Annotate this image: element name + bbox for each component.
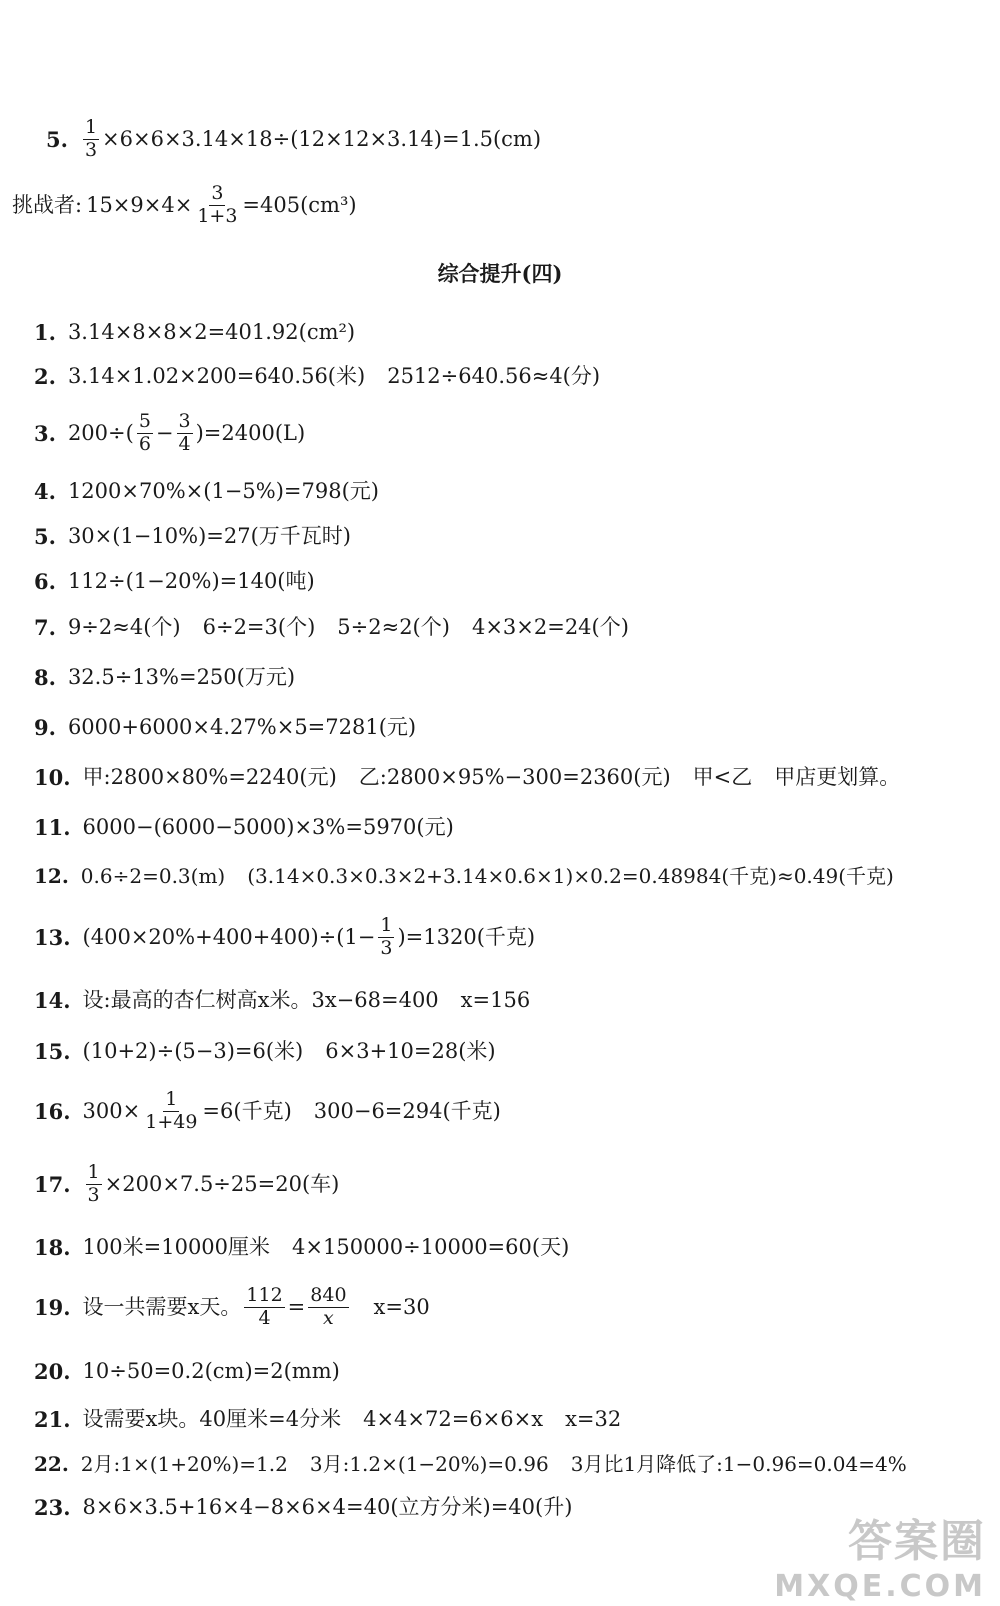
- item-23: [34, 1497, 572, 1518]
- item-19: [34, 1286, 430, 1329]
- item-number: 11.: [34, 815, 71, 840]
- expression: 3月:1.2×(1−20%)=0.96: [309, 1452, 549, 1476]
- expression: ×6×6×3.14×18÷(12×12×3.14)=1.5(cm): [102, 126, 542, 151]
- expression: 30×(1−10%)=27(万千瓦时): [67, 524, 351, 548]
- watermark: [774, 1505, 986, 1604]
- item-2: [34, 366, 600, 387]
- item-1: [34, 322, 355, 343]
- fraction: $\frac{3}{1+3}$: [197, 182, 238, 227]
- expression: 15×9×4×: [86, 192, 193, 217]
- item-number: 23.: [34, 1495, 71, 1520]
- expression: x=30: [373, 1294, 430, 1319]
- fraction: $\frac{1}{3}$: [380, 914, 393, 959]
- expression: 5÷2≈2(个): [337, 615, 450, 639]
- item-number: 15.: [34, 1039, 71, 1064]
- item-4: [34, 481, 379, 502]
- item-number: 14.: [34, 988, 71, 1013]
- item-number: 5.: [46, 126, 68, 152]
- fraction: $\frac{112}{4}$: [246, 1284, 283, 1329]
- expression: 200÷(: [67, 420, 134, 445]
- expression: ×200×7.5÷25=20(车): [104, 1171, 340, 1196]
- item-13: [34, 916, 535, 959]
- item-number: 7.: [34, 615, 56, 640]
- fraction: $\frac{3}{4}$: [178, 410, 191, 455]
- item-3: [34, 412, 305, 455]
- item-number: 8.: [34, 665, 56, 690]
- expression: 设一共需要x天。: [82, 1294, 242, 1319]
- expression: 甲店更划算。: [774, 765, 901, 789]
- item-number: 21.: [34, 1407, 71, 1432]
- item-7: [34, 617, 629, 638]
- fraction: $\frac{1}{3}$: [84, 116, 98, 161]
- expression: 甲<乙: [692, 765, 753, 789]
- item-21: [34, 1409, 621, 1430]
- problem-5-pre: [46, 118, 541, 161]
- expression: 300−6=294(千克): [313, 1098, 501, 1123]
- expression: 4×3×2=24(个): [471, 615, 629, 639]
- item-20: [34, 1361, 340, 1382]
- expression: 4×4×72=6×6×x: [363, 1407, 544, 1431]
- fraction: $\frac{840}{x}$: [310, 1284, 347, 1329]
- challenger-label: 挑战者:: [12, 192, 83, 217]
- item-number: 6.: [34, 569, 56, 594]
- expression: 设需要x块。40厘米=4分米: [82, 1407, 342, 1431]
- item-10: [34, 767, 900, 788]
- expression: 112÷(1−20%)=140(吨): [67, 569, 315, 593]
- expression: =405(cm³): [242, 192, 357, 217]
- item-number: 18.: [34, 1235, 71, 1260]
- item-number: 5.: [34, 524, 56, 549]
- section-heading: 综合提升(四): [437, 261, 563, 286]
- expression: 9÷2≈4(个): [67, 615, 181, 639]
- expression: 300×: [82, 1098, 141, 1123]
- fraction: $\frac{5}{6}$: [138, 410, 151, 455]
- expression: 设:最高的杏仁树高x米。3x−68=400: [82, 988, 439, 1012]
- expression: 100米=10000厘米: [82, 1235, 271, 1259]
- challenger-line: [12, 184, 357, 227]
- item-12: [34, 866, 894, 886]
- expression: x=32: [565, 1407, 622, 1431]
- expression: 10÷50=0.2(cm)=2(mm): [82, 1359, 340, 1383]
- item-number: 3.: [34, 420, 56, 446]
- fraction: $\frac{1}{1+49}$: [145, 1088, 198, 1133]
- item-22: [34, 1454, 907, 1474]
- item-number: 17.: [34, 1171, 71, 1197]
- expression: (10+2)÷(5−3)=6(米): [82, 1039, 304, 1063]
- item-number: 13.: [34, 924, 71, 950]
- item-number: 16.: [34, 1098, 71, 1124]
- item-9: [34, 717, 416, 738]
- expression: 4×150000÷10000=60(天): [292, 1235, 570, 1259]
- item-number: 1.: [34, 320, 56, 345]
- watermark-logo-text: 答案圈: [848, 1516, 986, 1567]
- item-15: [34, 1041, 496, 1062]
- expression: 32.5÷13%=250(万元): [67, 665, 296, 689]
- expression: (3.14×0.3×0.3×2+3.14×0.6×1)×0.2=0.48984(千克)≈0.49(千克): [247, 864, 894, 888]
- item-17: [34, 1163, 339, 1206]
- expression: )=2400(L): [195, 420, 306, 445]
- expression: x=156: [460, 988, 531, 1012]
- expression: 6000−(6000−5000)×3%=5970(元): [82, 815, 454, 839]
- expression: 3.14×1.02×200=640.56(米): [67, 364, 366, 388]
- item-6: [34, 571, 315, 592]
- watermark-url: MXQE.COM: [774, 1569, 986, 1604]
- item-5: [34, 526, 351, 547]
- expression: =6(千克): [202, 1098, 292, 1123]
- item-8: [34, 667, 295, 688]
- expression: 8×6×3.5+16×4−8×6×4=40(立方分米)=40(升): [82, 1495, 573, 1519]
- expression: (400×20%+400+400)÷(1−: [82, 924, 376, 949]
- expression: 3月比1月降低了:1−0.96=0.04=4%: [570, 1452, 907, 1476]
- expression: 2月:1×(1+20%)=1.2: [80, 1452, 288, 1476]
- expression: )=1320(千克): [397, 924, 536, 949]
- expression: 甲:2800×80%=2240(元): [82, 765, 337, 789]
- fraction: $\frac{1}{3}$: [87, 1161, 100, 1206]
- item-number: 4.: [34, 479, 56, 504]
- minus-sign: −: [155, 420, 174, 445]
- expression: 3.14×8×8×2=401.92(cm²): [67, 320, 356, 344]
- item-number: 12.: [34, 864, 69, 888]
- item-11: [34, 817, 454, 838]
- expression: 2512÷640.56≈4(分): [387, 364, 601, 388]
- item-number: 10.: [34, 765, 71, 790]
- item-18: [34, 1237, 569, 1258]
- item-number: 22.: [34, 1452, 69, 1476]
- item-number: 2.: [34, 364, 56, 389]
- expression: 6000+6000×4.27%×5=7281(元): [67, 715, 417, 739]
- equals-sign: =: [287, 1294, 306, 1319]
- expression: 6×3+10=28(米): [325, 1039, 496, 1063]
- item-16: [34, 1090, 501, 1133]
- expression: 乙:2800×95%−300=2360(元): [358, 765, 671, 789]
- item-number: 20.: [34, 1359, 71, 1384]
- item-number: 9.: [34, 715, 56, 740]
- item-number: 19.: [34, 1294, 71, 1320]
- item-14: [34, 990, 530, 1011]
- expression: 0.6÷2=0.3(m): [80, 864, 226, 888]
- expression: 1200×70%×(1−5%)=798(元): [67, 479, 379, 503]
- expression: 6÷2=3(个): [202, 615, 316, 639]
